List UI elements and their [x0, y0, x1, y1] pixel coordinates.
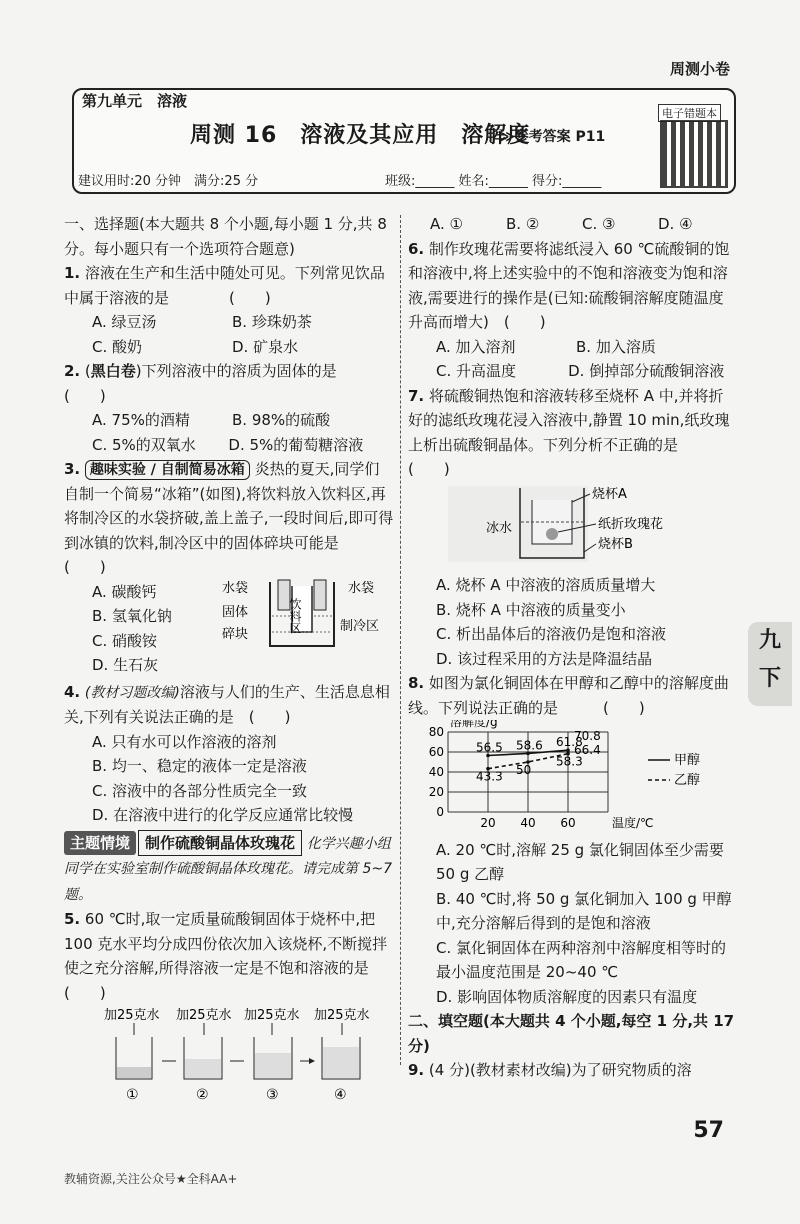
page-title: 周测 16 溶液及其应用 溶解度 — [190, 123, 531, 148]
q1-option-a: A. 绿豆汤 — [92, 313, 157, 331]
beaker-mark-4: ④ — [334, 1087, 347, 1103]
question-3: 3. 趣味实验 / 自制简易冰箱 炎热的夏天,同学们自制一个简易“冰箱”(如图),将饮料放入饮料区,再将制冷区的水袋挤破,盖上盖子,一段时间后,即可得到冰镇的饮料,制冷区中的固体碎块可能是 ( ) — [64, 460, 394, 576]
q4-option-a: A. 只有水可以作溶液的溶剂 — [92, 732, 277, 751]
data-label: 56.5 — [476, 740, 503, 755]
question-8: 8. 如图为氯化铜固体在甲醇和乙醇中的溶解度曲线。下列说法正确的是 ( ) — [408, 674, 729, 717]
section-1-heading: 一、选择题(本大题共 8 个小题,每小题 1 分,共 8 分。每小题只有一个选项符合题意) — [64, 215, 387, 258]
time-score: 建议用时:20 分钟 满分:25 分 — [78, 174, 259, 189]
q1-option-b: B. 珍珠奶茶 — [232, 313, 312, 331]
footer-promo: 教辅资源,关注公众号★全科AA+ — [64, 1172, 238, 1186]
qr-code-icon — [660, 120, 728, 188]
q5-option-b: B. ② — [506, 215, 540, 233]
q6-option-a: A. 加入溶剂 — [436, 337, 516, 356]
q5-option-a: A. ① — [430, 215, 463, 233]
q8-option-d: D. 影响固体物质溶解度的因素只有温度 — [436, 987, 698, 1006]
beaker-mark-3: ③ — [266, 1087, 279, 1103]
x-axis-label: 温度/℃ — [612, 816, 654, 830]
q5-option-d: D. ④ — [658, 215, 693, 233]
beaker-mark-1: ① — [126, 1087, 139, 1103]
y-axis-label: 溶解度/g — [450, 720, 498, 729]
q6-option-b: B. 加入溶质 — [576, 337, 656, 356]
fridge-diagram — [222, 576, 392, 656]
question-1: 1. 溶液在生产和生活中随处可见。下列常见饮品中属于溶液的是 ( ) — [64, 264, 385, 307]
q3-option-c: C. 硝酸铵 — [92, 631, 158, 650]
right-column — [408, 212, 784, 1083]
data-label: 61.8 — [556, 735, 583, 750]
label-water-bag-right: 水袋 — [348, 580, 375, 596]
data-label: 66.4 — [574, 743, 601, 757]
q8-option-c: C. 氯化铜固体在两种溶剂中溶解度相等时的最小温度范围是 20~40 ℃ — [436, 938, 727, 981]
question-7: 7. 将硫酸铜热饱和溶液转移至烧杯 A 中,并将折好的滤纸玫瑰花浸入溶液中,静置 10 min,纸玫瑰上析出硫酸铜晶体。下列分析不正确的是 ( ) — [408, 386, 784, 478]
label-ice-water: 冰水 — [486, 520, 513, 536]
side-tab-bottom: 下 — [758, 666, 781, 691]
x-tick-label: 40 — [520, 816, 536, 830]
unit-title: 第九单元 溶液 — [82, 92, 188, 110]
q1-option-c: C. 酸奶 — [92, 337, 143, 356]
question-5: 5. 60 ℃时,取一定质量硫酸铜固体于烧杯中,把 100 克水平均分成四份依次加入该烧杯,不断搅拌使之充分溶解,所得溶液一定是不饱和溶液的是 ( ) — [64, 910, 459, 1002]
x-tick-label: 20 — [480, 816, 496, 830]
q6-option-d: D. 倒掉部分硫酸铜溶液 — [568, 362, 725, 380]
beaker-mark-2: ② — [196, 1087, 209, 1103]
add-water-2: 加25克水 — [176, 1008, 232, 1023]
q3-option-a: A. 碳酸钙 — [92, 582, 157, 601]
q7-option-d: D. 该过程采用的方法是降温结晶 — [436, 649, 653, 668]
theme-block: 主题情境 制作硫酸铜晶体玫瑰花 化学兴趣小组同学在实验室制作硫酸铜晶体玫瑰花。请完成第 5~7 题。 — [64, 830, 394, 908]
data-label: 50 — [516, 763, 532, 777]
section-2-heading: 二、填空题(本大题共 4 个小题,每空 1 分,共 17 分) — [408, 1012, 735, 1055]
beaker-ab-diagram — [408, 482, 738, 566]
label-cold-zone: 制冷区 — [340, 618, 380, 634]
student-fields: 班级:______ 姓名:______ 得分:______ — [385, 174, 602, 189]
q3-option-d: D. 生石灰 — [92, 656, 159, 674]
question-6: 6. 制作玫瑰花需要将滤纸浸入 60 ℃硫酸铜的饱和溶液中,将上述实验中的不饱和溶液变为饱和溶液,需要进行的操作是(已知:硫酸铜溶解度随温度升高而增大) ( ) — [408, 239, 730, 331]
q4-option-d: D. 在溶液中进行的化学反应通常比较慢 — [92, 806, 354, 824]
label-paper-flower: 纸折玫瑰花 — [598, 516, 664, 532]
legend-label: 乙醇 — [674, 773, 701, 788]
add-water-4: 加25克水 — [314, 1008, 370, 1023]
q8-option-b: B. 40 ℃时,将 50 g 氯化铜加入 100 g 甲醇中,充分溶解后得到的是饱和溶液 — [436, 889, 732, 932]
q2-option-b: B. 98%的硫酸 — [232, 411, 331, 429]
q2-option-a: A. 75%的酒精 — [92, 411, 190, 429]
data-label: 43.3 — [476, 769, 503, 784]
data-label: 58.3 — [556, 754, 583, 769]
add-water-3: 加25克水 — [244, 1008, 300, 1023]
beakers-diagram — [64, 1005, 394, 1105]
q7-option-c: C. 析出晶体后的溶液仍是饱和溶液 — [436, 625, 667, 643]
question-2: 2. (黑白卷)下列溶液中的溶质为固体的是 ( ) — [64, 362, 457, 405]
q7-option-b: B. 烧杯 A 中溶液的质量变小 — [436, 600, 626, 619]
q1-option-d: D. 矿泉水 — [232, 337, 299, 356]
question-4: 4. (教材习题改编)溶液与人们的生产、生活息息相关,下列有关说法正确的是 ( ) — [64, 682, 390, 726]
q2-option-d: D. 5%的葡萄糖溶液 — [228, 435, 364, 454]
column-divider — [400, 215, 401, 1065]
label-pieces: 碎块 — [222, 626, 249, 642]
answer-ref: ≫参考答案 P11 — [500, 129, 606, 145]
x-tick-label: 60 — [560, 816, 576, 830]
q7-option-a: A. 烧杯 A 中溶液的溶质质量增大 — [436, 576, 656, 594]
q3-option-b: B. 氢氧化钠 — [92, 607, 172, 625]
solubility-chart — [408, 720, 738, 830]
label-solid: 固体 — [222, 604, 249, 620]
y-tick-label: 0 — [436, 805, 444, 819]
question-9: 9. (4 分)(教材素材改编)为了研究物质的溶 — [408, 1061, 692, 1079]
chapter-side-tab — [748, 622, 792, 706]
data-label: 70.8 — [574, 729, 601, 743]
data-label: 58.6 — [516, 738, 543, 753]
y-tick-label: 80 — [428, 725, 444, 739]
q5-option-c: C. ③ — [582, 215, 616, 233]
corner-label: 周测小卷 — [669, 60, 730, 78]
y-tick-label: 20 — [428, 785, 444, 799]
label-drink-zone: 饮料区 — [288, 597, 302, 634]
add-water-1: 加25克水 — [104, 1008, 160, 1023]
y-tick-label: 60 — [428, 745, 444, 759]
q4-option-b: B. 均一、稳定的液体一定是溶液 — [92, 757, 307, 775]
legend-label: 甲醇 — [674, 753, 701, 768]
q6-option-c: C. 升高温度 — [436, 362, 517, 380]
side-tab-top: 九 — [758, 628, 781, 653]
qr-label: 电子错题本 — [658, 104, 721, 122]
q4-option-c: C. 溶液中的各部分性质完全一致 — [92, 781, 308, 800]
page-number: 57 — [693, 1118, 724, 1143]
q2-option-c: C. 5%的双氧水 — [92, 435, 196, 454]
label-beaker-a: 烧杯A — [592, 486, 627, 502]
label-beaker-b: 烧杯B — [598, 536, 633, 552]
label-water-bag-left: 水袋 — [222, 580, 249, 596]
y-tick-label: 40 — [428, 765, 444, 779]
q8-option-a: A. 20 ℃时,溶解 25 g 氯化铜固体至少需要 50 g 乙醇 — [436, 840, 724, 883]
